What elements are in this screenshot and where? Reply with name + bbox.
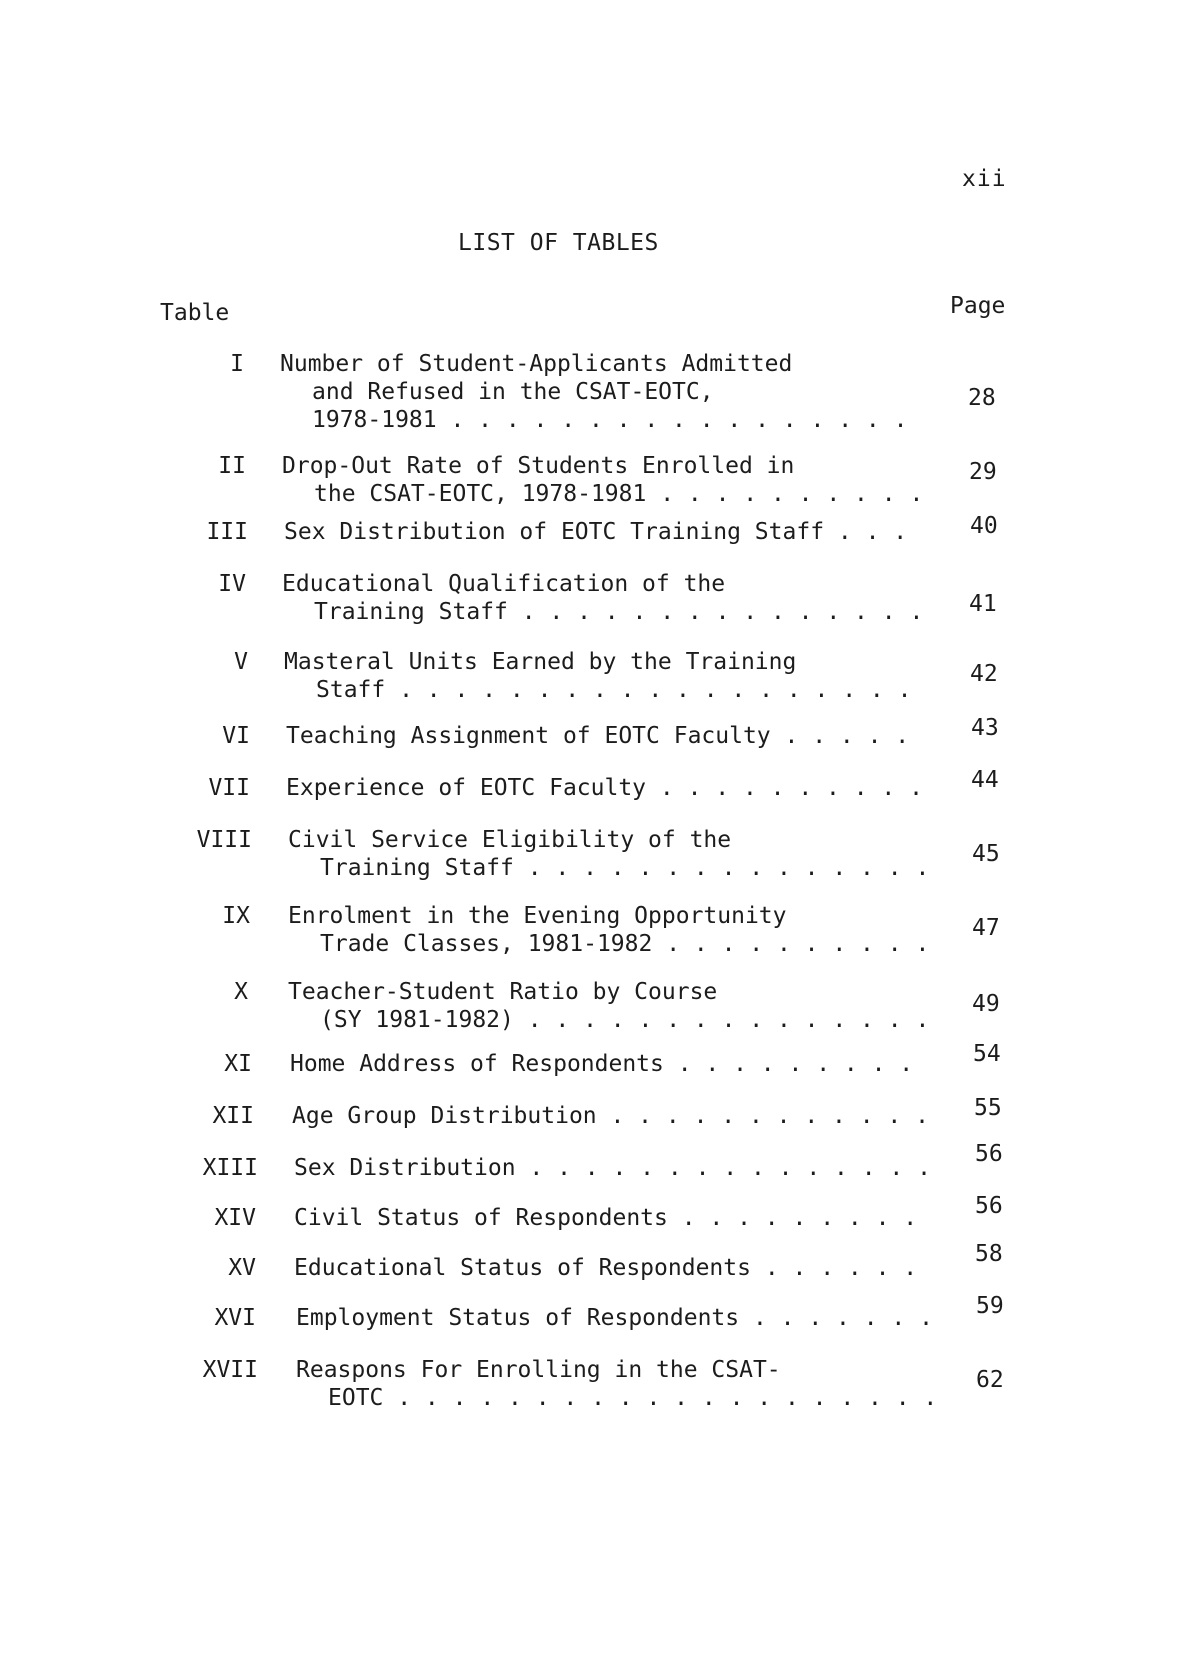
table-caption	[296, 1356, 946, 1412]
table-number: XIII	[202, 1155, 258, 1181]
caption-line: Home Address of Respondents	[290, 1051, 664, 1077]
page-reference: 43	[971, 715, 999, 741]
caption-line: Experience of EOTC Faculty	[286, 775, 647, 801]
caption-line: Drop-Out Rate of Students Enrolled in	[282, 453, 795, 479]
leader-dots	[516, 1155, 934, 1181]
table-caption	[286, 774, 936, 802]
page-reference: 28	[968, 385, 996, 411]
table-caption	[290, 1050, 940, 1078]
leader-dots	[824, 519, 924, 545]
caption-line: Employment Status of Respondents	[296, 1305, 740, 1331]
caption-line: EOTC	[328, 1385, 384, 1411]
caption-line: the CSAT-EOTC, 1978-1981	[314, 481, 647, 507]
table-number: VI	[222, 723, 250, 749]
caption-line: Masteral Units Earned by the Training	[284, 649, 797, 675]
page-reference: 56	[975, 1141, 1003, 1167]
caption-line: Age Group Distribution	[292, 1103, 597, 1129]
leader-dots	[383, 1385, 936, 1411]
table-number: XVI	[214, 1305, 256, 1331]
caption-line: Educational Status of Respondents	[294, 1255, 751, 1281]
table-caption	[296, 1304, 946, 1332]
leader-dots	[751, 1255, 934, 1281]
page-reference: 59	[976, 1293, 1004, 1319]
page-title: LIST OF TABLES	[458, 230, 659, 256]
page-reference: 47	[972, 915, 1000, 941]
table-caption	[294, 1154, 944, 1182]
page-reference: 41	[969, 591, 997, 617]
table-number: V	[234, 649, 248, 675]
leader-dots	[646, 775, 926, 801]
table-caption	[284, 518, 934, 546]
table-number: XVII	[202, 1357, 258, 1383]
table-caption	[288, 826, 938, 882]
table-number: III	[206, 519, 248, 545]
page-reference: 54	[973, 1041, 1001, 1067]
page-reference: 40	[970, 513, 998, 539]
leader-dots	[646, 481, 922, 507]
table-number: XI	[224, 1051, 252, 1077]
leader-dots	[739, 1305, 936, 1331]
caption-line: and Refused in the CSAT-EOTC,	[312, 379, 714, 405]
leader-dots	[771, 723, 926, 749]
caption-line: Civil Service Eligibility of the	[288, 827, 732, 853]
table-number: IX	[222, 903, 250, 929]
table-caption	[284, 648, 934, 704]
table-caption	[294, 1254, 944, 1282]
page-column-header: Page	[950, 293, 1006, 319]
table-caption	[288, 978, 938, 1034]
table-number: XIV	[214, 1205, 256, 1231]
table-caption	[292, 1102, 942, 1130]
table-caption	[288, 902, 938, 958]
leader-dots	[664, 1051, 930, 1077]
page-reference: 62	[976, 1367, 1004, 1393]
page-reference: 55	[974, 1095, 1002, 1121]
leader-dots	[652, 931, 928, 957]
table-caption	[280, 350, 930, 434]
table-number: VIII	[196, 827, 252, 853]
caption-line: (SY 1981-1982)	[320, 1007, 514, 1033]
caption-line: Trade Classes, 1981-1982	[320, 931, 653, 957]
leader-dots	[514, 1007, 928, 1033]
table-caption	[282, 570, 932, 626]
caption-line: Teacher-Student Ratio by Course	[288, 979, 718, 1005]
table-number: II	[218, 453, 246, 479]
table-number: IV	[218, 571, 246, 597]
table-column-header: Table	[160, 300, 230, 326]
table-caption	[286, 722, 936, 750]
table-number: I	[230, 351, 244, 377]
caption-line: Sex Distribution of EOTC Training Staff	[284, 519, 825, 545]
page-reference: 29	[969, 459, 997, 485]
leader-dots	[508, 599, 922, 625]
caption-line: Teaching Assignment of EOTC Faculty	[286, 723, 771, 749]
table-number: VII	[208, 775, 250, 801]
caption-line: Civil Status of Respondents	[294, 1205, 668, 1231]
table-caption	[282, 452, 932, 508]
page-number: xii	[962, 166, 1007, 192]
caption-line: Training Staff	[320, 855, 514, 881]
page-reference: 56	[975, 1193, 1003, 1219]
leader-dots	[514, 855, 928, 881]
leader-dots	[597, 1103, 932, 1129]
table-number: X	[234, 979, 248, 1005]
table-number: XII	[212, 1103, 254, 1129]
caption-line: Reaspons For Enrolling in the CSAT-	[296, 1357, 781, 1383]
leader-dots	[385, 677, 924, 703]
table-number: XV	[228, 1255, 256, 1281]
caption-line: Sex Distribution	[294, 1155, 516, 1181]
caption-line: Staff	[316, 677, 386, 703]
leader-dots	[437, 407, 920, 433]
page-reference: 49	[972, 991, 1000, 1017]
caption-line: Number of Student-Applicants Admitted	[280, 351, 793, 377]
page-reference: 45	[972, 841, 1000, 867]
table-caption	[294, 1204, 944, 1232]
caption-line: Enrolment in the Evening Opportunity	[288, 903, 787, 929]
leader-dots	[668, 1205, 934, 1231]
page-reference: 44	[971, 767, 999, 793]
caption-line: Training Staff	[314, 599, 508, 625]
caption-line: Educational Qualification of the	[282, 571, 726, 597]
page-reference: 42	[970, 661, 998, 687]
caption-line: 1978-1981	[312, 407, 437, 433]
page-reference: 58	[975, 1241, 1003, 1267]
